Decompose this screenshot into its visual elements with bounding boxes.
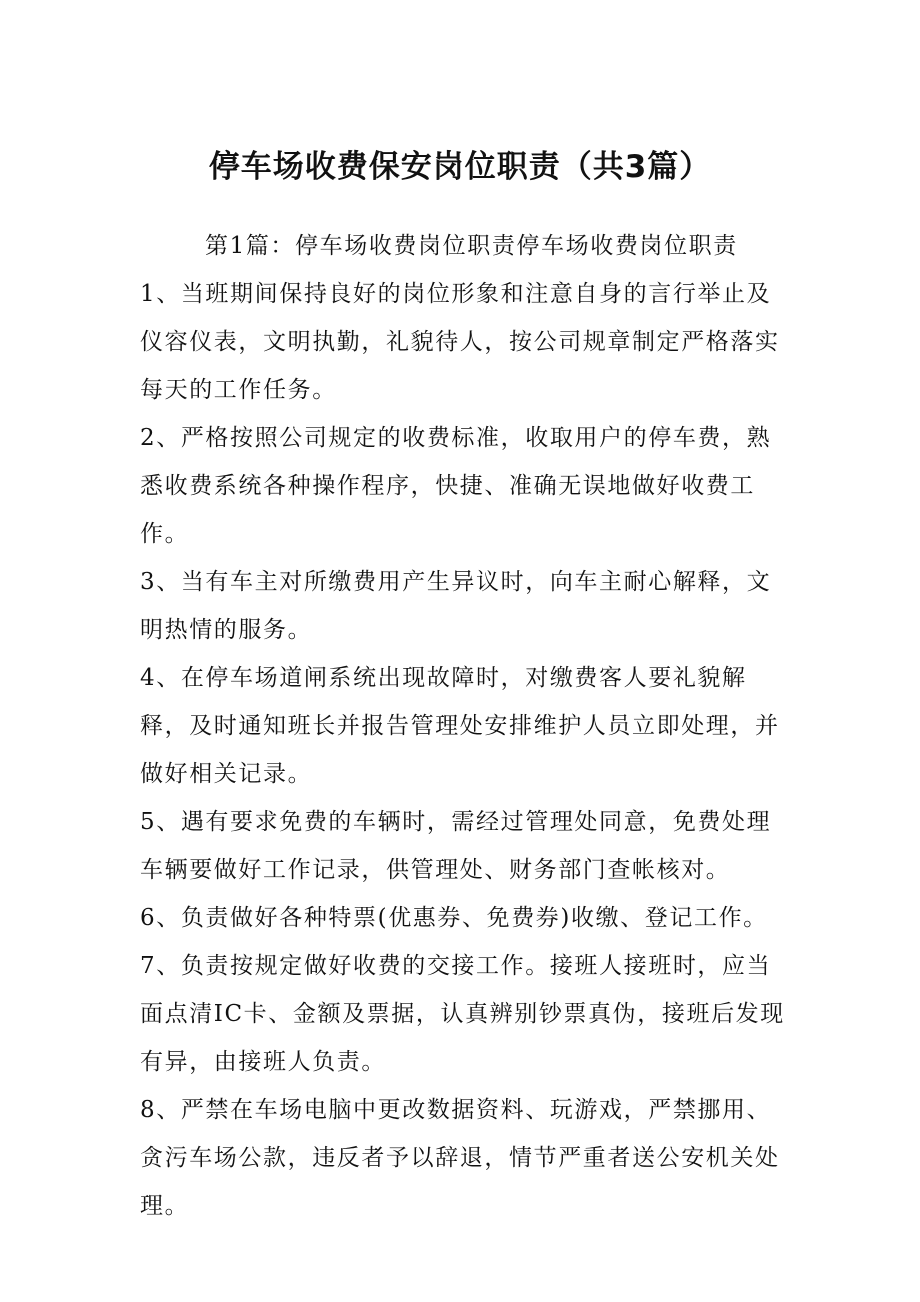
paragraph-8: 8、严禁在车场电脑中更改数据资料、玩游戏，严禁挪用、贪污车场公款，违反者予以辞退，情节严重者送公安机关处理。 (140, 1097, 780, 1219)
paragraph-4: 4、在停车场道闸系统出现故障时，对缴费客人要礼貌解释，及时通知班长并报告管理处安排维护人员立即处理，并做好相关记录。 (140, 665, 780, 787)
paragraph-2: 2、严格按照公司规定的收费标准，收取用户的停车费，熟悉收费系统各种操作程序，快捷、准确无误地做好收费工作。 (140, 425, 772, 547)
paragraph-7: 7、负责按规定做好收费的交接工作。接班人接班时，应当面点清IC卡、金额及票据，认真辨别钞票真伪，接班后发现有异，由接班人负责。 (140, 953, 785, 1075)
paragraph-6: 6、负责做好各种特票(优惠券、免费券)收缴、登记工作。 (140, 905, 768, 931)
document-title: 停车场收费保安岗位职责（共3篇） (208, 149, 712, 185)
paragraph-1: 1、当班期间保持良好的岗位形象和注意自身的言行举止及仪容仪表，文明执勤，礼貌待人，按公司规章制定严格落实每天的工作任务。 (140, 281, 780, 403)
section-heading: 第1篇：停车场收费岗位职责停车场收费岗位职责 (205, 233, 738, 259)
document-body (140, 222, 785, 1230)
paragraph-3: 3、当有车主对所缴费用产生异议时，向车主耐心解释，文明热情的服务。 (140, 569, 772, 643)
paragraph-5: 5、遇有要求免费的车辆时，需经过管理处同意，免费处理车辆要做好工作记录，供管理处、财务部门查帐核对。 (140, 809, 772, 883)
